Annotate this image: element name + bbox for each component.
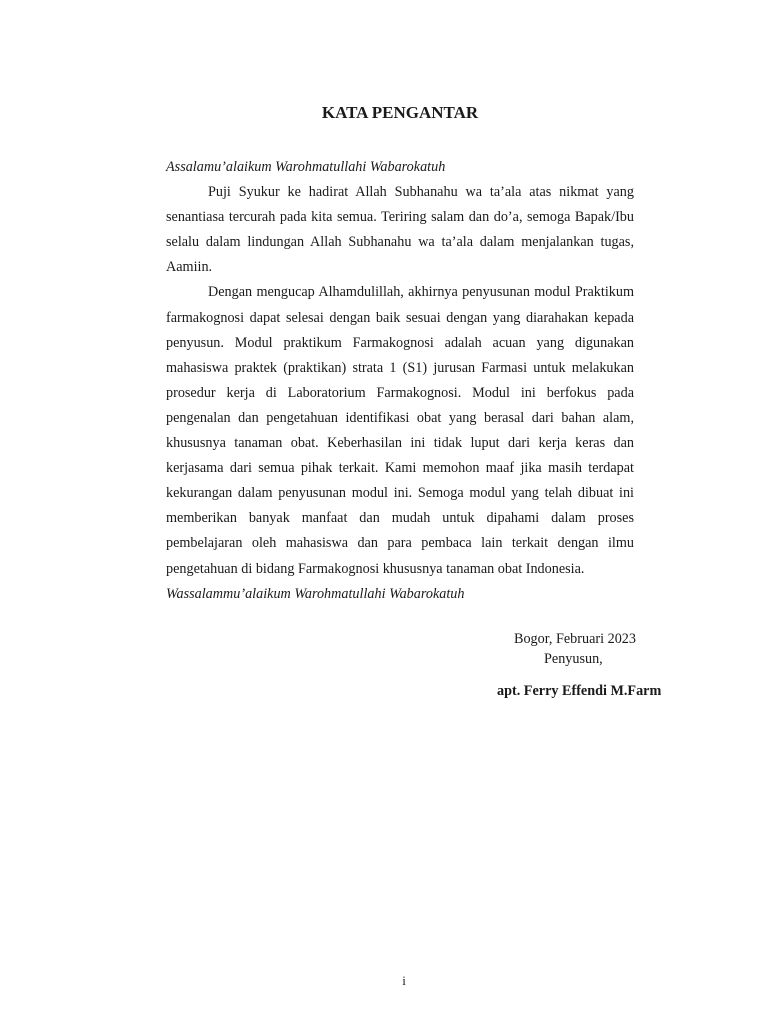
page-number: i	[402, 973, 406, 988]
paragraph-gratitude: Puji Syukur ke hadirat Allah Subhanahu wa ta’ala atas nikmat yang senantiasa tercurah pada kita semua. Teriring salam dan do’a, semoga Bapak/Ibu selalu dalam lindungan Allah Subhanahu wa ta’ala dalam menjalankan tugas, Aamiin.	[166, 184, 634, 276]
opening-greeting: Assalamu’alaikum Warohmatullahi Wabarokatuh	[166, 159, 446, 175]
place-and-date: Bogor, Februari 2023	[514, 631, 636, 647]
page-title: KATA PENGANTAR	[321, 103, 479, 122]
author-role: Penyusun,	[544, 651, 603, 667]
foreword-body	[166, 155, 634, 607]
closing-greeting: Wassalammu’alaikum Warohmatullahi Wabarokatuh	[166, 585, 465, 602]
paragraph-module-description: Dengan mengucap Alhamdulillah, akhirnya penyusunan modul Praktikum farmakognosi dapat selesai dengan baik sesuai dengan yang diarahakan kepada penyusun. Modul praktikum Farmakognosi adalah acuan yang digunakan mahasiswa praktek (praktikan) strata 1 (S1) jurusan Farmasi untuk melakukan prosedur kerja di Laboratorium Farmakognosi. Modul ini berfokus pada pengenalan dan pengetahuan identifikasi obat yang berasal dari bahan alam, khususnya tanaman obat. Keberhasilan ini tidak luput dari kerja keras dan kerjasama dari semua pihak terkait. Kami memohon maaf jika masih terdapat kekurangan dalam penyusunan modul ini. Semoga modul yang telah dibuat ini memberikan banyak manfaat dan mudah untuk dipahami dalam proses pembelajaran oleh mahasiswa dan para pembaca lain terkait dengan ilmu pengetahuan di bidang Farmakognosi khususnya tanaman obat Indonesia.	[166, 284, 634, 577]
author-name: apt. Ferry Effendi M.Farm	[497, 683, 662, 699]
